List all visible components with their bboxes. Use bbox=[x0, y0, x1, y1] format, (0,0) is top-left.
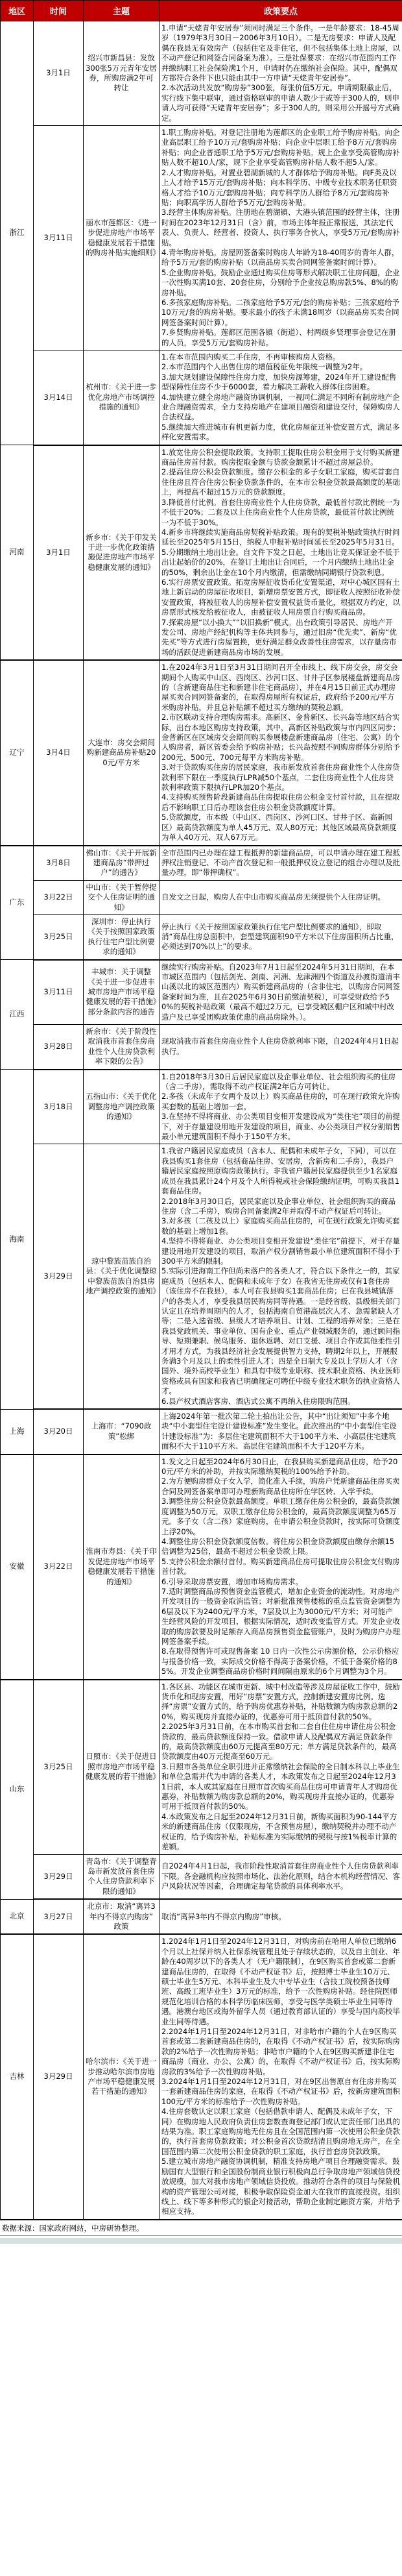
table-row bbox=[1, 1854, 402, 1899]
topic-cell: 新余市：《关于阶段性取消我市首套住房商业性个人住房贷款利率下限的公告》 bbox=[84, 1025, 160, 1070]
table-row bbox=[1, 1144, 402, 1409]
points-cell bbox=[160, 1025, 402, 1070]
table-row bbox=[1, 1070, 402, 1144]
region-cell: 浙江 bbox=[1, 21, 34, 445]
date-cell: 3月20日 bbox=[34, 1409, 84, 1454]
date-cell: 3月1日 bbox=[34, 445, 84, 661]
policy-point: 3.2024年1月1日至2024年12月31日，对在9区出售原自有住房并购买一套新建商品住房的家庭，在取得《不动产权证书》后，按新房建筑面积100元/平方米的标准给予一次性购房补贴。 bbox=[161, 2077, 400, 2106]
policy-point: 7.乡贤购房补贴。莲都区范围各镇（街道）、村两级乡贤理事会登记在册的人员，享受5万元/套购房补贴。 bbox=[161, 328, 396, 347]
topic-cell: 深圳市：停止执行《关于按照国家政策执行住宅户型比例要求的通知》 bbox=[84, 914, 160, 959]
policy-point: 1.我省户籍居民家庭成员（含本人、配偶和未成年子女，下同），可以在我县购买1套住房（包括商品住房、安居房，含新房和二手房），我县户籍居民家庭按照原购房政策执行。非我省户籍居民家庭提供至少1名家庭成员在我县累计24个月及个人所得税或社会保险缴纳证明，可购买我县1套商品住房。 bbox=[161, 1146, 399, 1196]
topic-cell: 新乡市：《关于印发关于进一步优化政策措施促进房地产市场平稳健康发展的通知》 bbox=[84, 445, 160, 661]
policy-point: 4.住房套数认定以职工家庭（包括借款申请人、配偶及未成年子女，下同）在购房地人民政府负责住房套数查询登记部门或认定责任部门出具的结果为准。职工家庭购房地无住房且在全国范围内第一次使用公积金贷款的，执行首套房贷款政策；对公积金首次贷款结清且购房地无房产，在全国范围内第二次使用公积金贷款的职工家庭，执行首套房贷款政策。 bbox=[161, 2107, 400, 2156]
policy-point: 7.探索房屋“以小换大”“以旧换新”模式。出台政策引导居民、房地产开发公司、房地产经纪机构等主体共同参与，通过旧房“优先卖”、新房“优先买”等方式进行房屋置换，更好满足群众改善性住房需求，以存量房市场的活跃促进新建商品房市场的发展。 bbox=[161, 617, 397, 657]
topic-cell: 哈尔滨市：《关于进一步推动哈尔滨市房地产市场平稳健康发展若干措施的通知》 bbox=[84, 1934, 160, 2219]
points-cell bbox=[160, 846, 402, 881]
region-cell: 北京 bbox=[1, 1899, 34, 1934]
points-cell bbox=[160, 126, 402, 350]
policy-point: 全市范围内已办理在建工程抵押的新建商品房，可以申请办理在建工程抵押权注销登记、不动产首次登记和一般抵押权设立登记的组合办理以及批量办理，即“带押确权”。 bbox=[161, 848, 400, 877]
policy-point: 4.本政策发布之日起至2024年12月31日前，新购买面积为90-144平方米的新建商品住房（仅限现房，不含预售房屋），缴纳契税并办理不动产权证的，给予购房补贴，补贴标准为实际缴纳的契税与按1%税率计算的差额。 bbox=[161, 1811, 397, 1852]
policy-point: 6.多孩家庭购房补贴。二孩家庭给予5万元/套的购房补贴；三孩家庭给予10万元/套的购房补贴。要求最小的孩子未满18周岁（以商品房买卖合同网签备案时间计算）。 bbox=[161, 297, 400, 327]
policy-point: 1.在本市范围内购买二手住房，不再审核购房人资格。 bbox=[161, 352, 340, 362]
policy-point: 1.各区县、功能区在城市更新、城中村改造等涉及房屋征收工作中，鼓励货币化和现房安置，用好“房票”安置方式，控制新建安置房比例。选择“房票”安置方式的，给予购房优惠券补贴，补贴数额为购房款总额的20%，购买现房并直接办证的，优惠券可用于抵顶首付款的50%。 bbox=[161, 1682, 400, 1721]
header-cell: 主题 bbox=[84, 1, 160, 21]
date-cell: 3月22日 bbox=[34, 880, 84, 914]
policy-point: 5.贷款额度，市本级（中山区、西岗区、沙河口区、甘井子区、高新园区）最高贷款额度为单人45万元、双人80万元；其他区域最高贷款额度为单人40万元、双人67万元。 bbox=[161, 813, 397, 842]
policy-point: 6.县产权式酒店客房、酒店式公寓不再纳入住房限购范围。 bbox=[161, 1396, 355, 1406]
topic-cell: 大连市：房交会期间购新建商品房补贴200元/平方米 bbox=[84, 660, 160, 845]
points-cell bbox=[160, 1144, 402, 1409]
policy-point: 5.分期缴纳土地出让金。自文件下发之日起，土地出让竞买保证金不低于出让起始价的20%，在签订土地出让合同后，一个月内缴纳土地出让金的50%，剩余出让金在10个月内缴清，但需缴纳同期银行贷款利息。 bbox=[161, 547, 400, 577]
table-row bbox=[1, 350, 402, 445]
policy-point: 2.本市范围内个人出售住房的增值税征免年限统一调整为2年。 bbox=[161, 362, 368, 372]
region-cell: 吉林 bbox=[1, 1934, 34, 2219]
policy-point: 现取消我市首套住房商业性个人住房贷款利率下限，自2024年4月1日起执行。 bbox=[161, 1037, 399, 1056]
points-cell bbox=[160, 1680, 402, 1854]
policy-point: 4.坚持不得将商业、办公类项目变相开发建设“类住宅”前提下，对于存量建设用地开发建设的项目，取消产权分割销售最小单位建筑面积不得小于300平方米的限制。 bbox=[161, 1236, 400, 1266]
points-cell bbox=[160, 21, 402, 126]
policy-point: 1.在2024年3月1日至3月31日期间召开全市线上、线下房交会，房交会期间个人购买中山区、西岗区、沙河口区、甘井子区参展楼盘新建商品房的（含新建商品住宅和新建非住宅商品房），并在4月15日前正式办理房屋买卖合同网签备案的，在取得房屋所有权证后，政府给予200元/平方米购房补贴，并且总补贴额不超过买方缴纳的契税总额。 bbox=[161, 663, 400, 712]
points-cell bbox=[160, 914, 402, 959]
policy-point: 4.调整住房公积金贷款额度倍数。将住房公积金贷款额度由缴存余额15倍调整为25倍，最高不超过公积金贷款上限。 bbox=[161, 1536, 395, 1556]
policy-point: 5.实际引进海南工作但尚未落户的各类人才，符合以下条件之一的，其家庭成员（包括本人、配偶和未成年子女）在我省无住房或仅有1套住房（该住房不在我县），本人可在我县购买1套商品住房；已在我县城镇落户的各类人才，享受我县居民购房同等待遇。一是经省级、县级相关部门认定且在培养周期内的人才，包括海南自贸港高层次人才、急需紧缺人才等；二是入选省级、县级人才培养项目、计划、工程的培养对象；三是在我县党政机关、事业单位、国有企业、重点产业领域服务的，通过顾问指导、短期兼职、候鸟服务、退休返聘、对口支援、项目合作或其他柔性引才用才方式，为我县经济社会发展提供智力支持，聘期2年以上，开展服务满3个月及以上的柔性引进人才；四是全日制大专及以上学历人才（含国外、境外高校毕业生）和具有中级专业职称、技术职业资格、执业医师资格或具有国家和我省已明确规定可聘任中级专业技术职务的执业资格人才。 bbox=[161, 1266, 400, 1396]
date-cell: 3月11日 bbox=[34, 960, 84, 1025]
policy-point: 2.2018年3月30日后，居民家庭以及企事业单位、社会组织购买的商品住房（含二手房），购房合同备案满2年并取得不动产权证后可转让。 bbox=[161, 1196, 396, 1216]
date-cell: 3月29日 bbox=[34, 1144, 84, 1409]
policy-point: 2.市区联动支持合理购房需求。高新区、金普新区、长兴岛等地区结合实际，出台本地区购房支持政策，其中，高新区补贴政策与市内四区同步；金普新区在区域房交会期间购买参展楼盘新建商品房（住宅、公寓）的个人购房者，新区管委会给予购房补贴；长兴岛按照不同购房群体分别给予200元、500元、700元每平方米购房补贴。 bbox=[161, 713, 400, 762]
header-cell: 地区 bbox=[1, 1, 34, 21]
points-cell bbox=[160, 1070, 402, 1144]
policy-point: 2.2024年1月1日至2024年12月31日，对非哈市户籍的个人在9区购买首套或第二套新建商品住房的，在取得《不动产权证书》后，按实际购房款的2%给予一次性购房补贴；非哈市户籍的个人在9区购买新建非住宅商品房（商业、办公、公寓）的，在取得《不动产权证书》后，按实际购房款的3%给予一次性购房补贴。 bbox=[161, 2027, 400, 2076]
date-cell: 3月18日 bbox=[34, 1070, 84, 1144]
policy-point: 自2024年4月1日起，我市阶段性取消首套住房商业性个人住房贷款利率下限。各金融机构应按照市场化、法治化原则，结合本机构经营情况、客户风险状况等因素，合理确定每笔贷款的具体利率水平。 bbox=[161, 1861, 400, 1891]
policy-point: 2.为方便购房群众子女入学，简化准入手续，购房户凭新建商品住房买卖合同及网签备案单即可办理新购商品住房所在学区转、入学手续。 bbox=[161, 1477, 400, 1496]
policy-point: 取消“离异3年内不得京内购房”审核。 bbox=[161, 1911, 286, 1921]
date-cell: 3月25日 bbox=[34, 914, 84, 959]
table-row bbox=[1, 960, 402, 1025]
policy-point: 1.2024年1月1日至2024年12月31日，对购房前在哈用人单位已缴纳6个月以上社保并纳入社保系统管理且处于存续状态的，以及自主创业、年龄在40周岁以下的各类人才（无户籍限制），在9区购买首套或第二套新建商品住房的，在取得《不动产权证书》后，按照博士毕业生10万元、硕士毕业生5万元、本科毕业生及大中专毕业生（含技工院校预备技师班、高级工班毕业生）3万元的标准，给予一次性购房补贴。经住院医师规范化培训合格的本科学历临床医师，享受与医学类硕士毕业生同等待遇。港澳台地区或海外留学人员（通过教育部认证的）享受与国内高校毕业生同等待遇。 bbox=[161, 1937, 400, 2026]
policy-point: 3.经营主体购房补贴。注册地在碧湖镇、大港头镇范围的经营主体，注册时间在2023年12月31日（含）前，市场主体年报正常报送，其法定代表人、负责人、经营者、投资人、执行事务合伙人，享受5万元/套购房补贴。 bbox=[161, 208, 400, 247]
policy-point: 4.支持购买预售阶段新建商品住房提取住房公积金支付首付款，且在提取后不影响职工日后办理该套住房公积金贷款额度计算。 bbox=[161, 792, 400, 812]
policy-point: 8.在取得预售许可或现售备案 10 日内一次性公示房源价格，公示价格应与报备价格一致，实际成交价格不得高于备案价格，不低于备案价格的85%。开发企业调整商品房价格时间间隔由原来的6个月调整为3个月。 bbox=[161, 1647, 399, 1676]
table-row bbox=[1, 660, 402, 845]
topic-cell: 丽水市莲都区：《进一步促进房地产市场平稳健康发展若干措施的购房补贴实施细则》 bbox=[84, 126, 160, 350]
policy-point: 4.青年购房补贴。房屋网签备案时购房人年龄为18-40周岁的青年人群，给予5万元/套的购房补贴（以商品房买卖合同网签备案时间计算）。 bbox=[161, 247, 399, 267]
header-cell: 政策要点 bbox=[160, 1, 402, 21]
region-cell: 辽宁 bbox=[1, 660, 34, 845]
date-cell: 3月28日 bbox=[34, 1025, 84, 1070]
points-cell bbox=[160, 960, 402, 1025]
table-row bbox=[1, 21, 402, 126]
points-cell bbox=[160, 350, 402, 445]
points-cell bbox=[160, 660, 402, 845]
policy-point: 2.提高住房公积金贷款额度。缴存公积金的多子女职工家庭，购买首套自住住房且符合住房公积金贷款条件的，在本市公积金贷款最高额度的基础上，再提高不超过15万元的贷款额度。 bbox=[161, 467, 400, 497]
topic-cell: 青岛市：《关于调整青岛市新发放首套住房个人住房贷款利率下限的通知》 bbox=[84, 1854, 160, 1899]
topic-cell: 上海市：“7090政策”松绑 bbox=[84, 1409, 160, 1454]
topic-cell: 北京市：取消“离异3年内不得京内购房” 政策 bbox=[84, 1899, 160, 1934]
policy-point: 3.对多孩（二孩及以上）家庭购买商品住房的，可在现行政策允许购买套数的基础上增加1套。 bbox=[161, 1216, 400, 1236]
date-cell: 3月11日 bbox=[34, 126, 84, 350]
region-cell: 山东 bbox=[1, 1680, 34, 1900]
points-cell bbox=[160, 1409, 402, 1454]
topic-cell: 五指山市：《关于优化调整房地产调控政策的通知》 bbox=[84, 1070, 160, 1144]
data-source-note: 数据来源：国家政府网站，中房研协整理。 bbox=[0, 2220, 402, 2236]
points-cell bbox=[160, 1934, 402, 2219]
table-row bbox=[1, 1899, 402, 1934]
table-row bbox=[1, 1409, 402, 1454]
policy-point: 1.放宽住房公积金提取政策。支持职工提取住房公积金用于支付购买新建商品住房首付款。购房提取金额与贷款金额累计不超过房屋总价。 bbox=[161, 447, 400, 467]
points-cell bbox=[160, 880, 402, 914]
topic-cell: 中山市：《关于暂停提交个人住房证明的通知》 bbox=[84, 880, 160, 914]
topic-cell: 杭州市：《关于进一步优化房地产市场调控措施的通知》 bbox=[84, 350, 160, 445]
table-row bbox=[1, 1454, 402, 1680]
region-cell: 海南 bbox=[1, 1070, 34, 1409]
date-cell: 3月14日 bbox=[34, 350, 84, 445]
policy-point: 1.职工购房补贴。对登记注册地为莲都区的企业职工给予购房补贴。向企业高层职工给予10万元/套购房补贴；向企业中层职工给予8万元/套购房补贴；向企业普通职工给予5万元/套购房补贴。规上企业享受高管购房补贴人数不超10人/家，规下企业享受高管购房补贴人数不超5人/家。 bbox=[161, 128, 400, 167]
policy-point: 5.支持公积金余额付首付。购买新建商品住房可提取住房公积金支付购房首付款。 bbox=[161, 1556, 400, 1576]
date-cell: 3月29日 bbox=[34, 1854, 84, 1899]
policy-point: 2.本次活动共发放“购房券”300张，每张价值5万元。申请期限截止后，实行线下集中联审，通过资格联审的申请人数少于或等于300人的，则申请人均可获得“天姥青年安居券”；多于300人的，则采用公开摇号方式确定。 bbox=[161, 83, 400, 123]
policy-point: 6.实行房票安置政策。拓宽房屋征收货币化安置渠道，对中心城区国有土地上新启动的房屋征收项目，新增房票安置方式，即征收人按照征收补偿安置政策，将被征收人的房屋补偿安置权益货币量化，根据双方约定，以房票形式核发给被征收人，由被征收人用房票自行购买商品房。 bbox=[161, 577, 400, 617]
points-cell bbox=[160, 1854, 402, 1899]
header-row bbox=[1, 1, 402, 21]
date-cell: 3月8日 bbox=[34, 846, 84, 881]
policy-point: 自发文之日起，购房人在中山市购买商品房无须提供个人住房证明。 bbox=[161, 892, 385, 902]
region-cell: 河南 bbox=[1, 445, 34, 661]
date-cell: 3月4日 bbox=[34, 660, 84, 845]
policy-point: 3.在坚持不得将商业、办公类项目变相开发建设成为“类住宅”项目的前提下，对于存量建设用地开发建设的项目，商业、办公类项目产权分割销售最小单元建筑面积不得小于150平方米。 bbox=[161, 1112, 400, 1142]
table-row bbox=[1, 445, 402, 661]
policy-point: 停止执行《关于按照国家政策执行住宅户型比例要求的通知》，即取消“商品住房总面积中，套型建筑面积90平方米以下住房面积所占比重，必须达到70%以上”的要求。 bbox=[161, 922, 399, 951]
policy-point: 1.自2018年3月30日后居民家庭以及企事业单位、社会组织购买的住房（含二手房），需取得不动产权证满2年后方可转让。 bbox=[161, 1072, 396, 1092]
policy-point: 2.2025年3月31日前，在本市购买首套和二套自住住房申请住房公积金贷款的，最高贷款额度保持一致。借款申请人及配偶双方满足贷款条件的，最高贷款额度由60万元提高至80万元；单方满足贷款条件的，最高贷款额度由40万元提高至60万元。 bbox=[161, 1722, 397, 1761]
policy-point: 5.建立城市房地产融资协调机制，精准支持房地产项目合理融资需求。鼓励国有大型银行和全国股份制商业银行积极向总行争取房地产领域信贷投放规模，加大对我市房地产领域信贷投放。推动符合条件的项目与保险机构的资产管理公司对接，积极争取保险资金加大在我市的直接投资。组织线上、线下等多种形式的银企对接活动，帮助企业制定融资方案，并给予相应支持。 bbox=[161, 2157, 400, 2216]
policy-point: 5.继续加大推进城市有机更新力度，优化房屋征迁补偿安置方式，满足多样化安置需求。 bbox=[161, 422, 400, 442]
points-cell bbox=[160, 445, 402, 661]
policy-point: 5.企业购房补贴。鼓励企业通过购买住房等形式解决职工住房问题，企业一次性购买满10套、20套住房，分别给予企业按总购房款5%、8%的购房补贴。 bbox=[161, 267, 400, 297]
policy-point: 继续实行购房补贴。自2023年7月1日起至2024年5月31日期间，在本市城区范围内（包括剑光、剑南、河洲、龙津洲四个街道及孙渡街道清丰山溪以北的城区范围内）购买新建商品房的（含非住宅，以购房合同网签备案时间为准，且在2025年6月30日前缴清契税），可享受财政给予50%的契税补贴政策（最高不超过2万元，已享受城区棚户区和城中村改造户及已享受团购政策优惠的商品房除外。）。 bbox=[161, 962, 400, 1022]
region-cell: 安徽 bbox=[1, 1454, 34, 1680]
table-header bbox=[1, 1, 402, 21]
topic-cell: 丰城市：关于调整《关于进一步促进丰城市房地产市场平稳健康发展的若干措施》部分条款内容的通告 bbox=[84, 960, 160, 1025]
policy-point: 1.发文之日起至2024年6月30日止，在我县购买新建商品住房，给予200元/平方米的补助，并按实际缴纳契税的100%给予补助。 bbox=[161, 1456, 398, 1477]
topic-cell: 佛山市：《关于开展新建商品房“带押过户”的通告》 bbox=[84, 846, 160, 881]
table-row bbox=[1, 846, 402, 881]
policy-point: 上海2024年第一批次第二轮土拍出让公告，其中“出让须知”中多个地块“中小套型住宅设计建设标准”发生变化。此次推出的“中小套型住宅设计建设标准”为：多层住宅建筑面积不大于100平方米、小高层住宅建筑面积不大于110平方米、高层住宅建筑面积不大于120平方米。 bbox=[161, 1412, 397, 1451]
policy-point: 3.加大规划建设保障性住房力度，加快房源筹建，2024年开工建设配售型保障性住房不少于6000套，着力解决工薪收入群体住房困难。 bbox=[161, 372, 397, 392]
date-cell: 3月27日 bbox=[34, 1899, 84, 1934]
date-cell: 3月1日 bbox=[34, 21, 84, 126]
date-cell: 3月29日 bbox=[34, 1934, 84, 2219]
date-cell: 3月22日 bbox=[34, 1454, 84, 1680]
region-cell: 江西 bbox=[1, 960, 34, 1070]
table-row bbox=[1, 880, 402, 914]
date-cell: 3月25日 bbox=[34, 1680, 84, 1854]
bottom-bar bbox=[0, 2238, 402, 2244]
table-row bbox=[1, 1025, 402, 1070]
topic-cell: 绍兴市新昌县：发放300张5万元青年安居券，所购房满2年可转让 bbox=[84, 21, 160, 126]
points-cell bbox=[160, 1454, 402, 1680]
table-row bbox=[1, 1934, 402, 2219]
policy-point: 7.适时调整商品房预售资金监管模式，增加企业资金的流动性。对房地产开发项目的一般资金取消监管；对新批准预售楼栋的重点监管资金调整为6层及以下为2400元/平方米，7层及以上为3000元/平方米；对可能产生经营风险的开发项目，根据实际情况，适时改变监管方式。开发企业收取的购房款要及时足额存入商品房预售资金监管账户，及时为购房户办理网签备案手续。 bbox=[161, 1586, 400, 1646]
region-cell: 广东 bbox=[1, 846, 34, 960]
policy-point: 4.加快建立健全房地产融资协调机制，一视同仁满足不同所有制房地产企业合理融资需求，全力支持房地产在建项目融资和建设交付，保障购房人合法权益。 bbox=[161, 392, 400, 422]
policy-point: 2.人才购房补贴。对置业碧湖新城的人才群体给予购房补贴。向F类及以上人才给予15万元/套购房补贴；向本科学历、中级专业技术职务任职资格人才给予10万元/套购房补贴；向专科学历人群给予8万元/套购房补贴；向职高学历人群给予5万元/套购房补贴。 bbox=[161, 167, 397, 207]
topic-cell: 淮南市寿县：《关于印发促进房地产市场平稳健康发展若干措施的通知》 bbox=[84, 1454, 160, 1680]
policy-point: 1.申请“天姥青年安居券”须同时满足三个条件。一是年龄要求：18-45周岁（1979年3月30日－2006年3月10日）。二是无房要求：申请人及配偶在我县无有效房产（包括住宅及非住宅，但不包括集体土地上房屋，以不动产登记和网签合同备案为准）。三是社保要求：在绍兴市范围内工作并缴纳职工社会保险满1个月，申请时仍在缴纳社会保险。其中，配偶双方都符合条件下也只能由其中一方申请“天姥青年安居券”。 bbox=[161, 23, 400, 83]
header-cell: 时间 bbox=[34, 1, 84, 21]
topic-cell: 琼中黎族苗族自治县：《关于优化调整琼中黎族苗族自治县房地产调控政策的通知》 bbox=[84, 1144, 160, 1409]
policy-point: 3.调整住房公积金贷款最高额度。单职工缴存住房公积金的，最高贷款额度调整为50万元，双职工缴存住房公积金的，最高贷款额度调整为65万元。多子女（含二孩）家庭购房，在申请公积金贷款时，按实际可贷额度上浮20%。 bbox=[161, 1497, 400, 1536]
points-cell bbox=[160, 1899, 402, 1934]
policy-point: 3.对于贷款购买住房的居民家庭，我市新发放首套住房商业性个人住房贷款利率下限在一季度执行LPR减50个基点，二套住房商业性个人住房贷款利率政策下限执行LPR加20个基点。 bbox=[161, 763, 400, 792]
policy-point: 3.降低首付比例。首套住房商业性个人住房贷款，最低首付款比例统一为不低于20%；二套及以上住房商业性个人住房贷款，最低首付款比例统一为不低于30%。 bbox=[161, 497, 400, 527]
policy-point: 2.多孩（未成年子女两个及以上）购买商品住房的，可在现行政策允许购买套数的基础上增加一套。 bbox=[161, 1092, 400, 1111]
table-row bbox=[1, 914, 402, 959]
region-cell: 上海 bbox=[1, 1409, 34, 1454]
policy-point: 3.日照市各类单位全职引进并正常缴纳社会保险的全日制本科以上毕业生和单位急需并代为申请的各类人才，本政策发布之日起至2024年12月31日前，本人或其家庭在日照市首次购买商品住房可申请青年人才购房优惠券，补贴数额为购房款总额的20%，购买现房并直接办证的，优惠券可用于抵顶首付款的50%。 bbox=[161, 1761, 400, 1811]
table-row bbox=[1, 1680, 402, 1854]
policy-point: 4.新乡市将继续实施商品房契税补贴政策。现有的契税补贴政策执行时间延长至2025年5月15日，纳税人申报补贴时间延长至2025年5月31日。 bbox=[161, 527, 400, 547]
topic-cell: 日照市：《关于促进日照市房地产市场平稳健康发展的若干措施》 bbox=[84, 1680, 160, 1854]
policy-point: 6.引导采取房票安置，增加市场购房需求。 bbox=[161, 1576, 303, 1586]
table-row bbox=[1, 126, 402, 350]
